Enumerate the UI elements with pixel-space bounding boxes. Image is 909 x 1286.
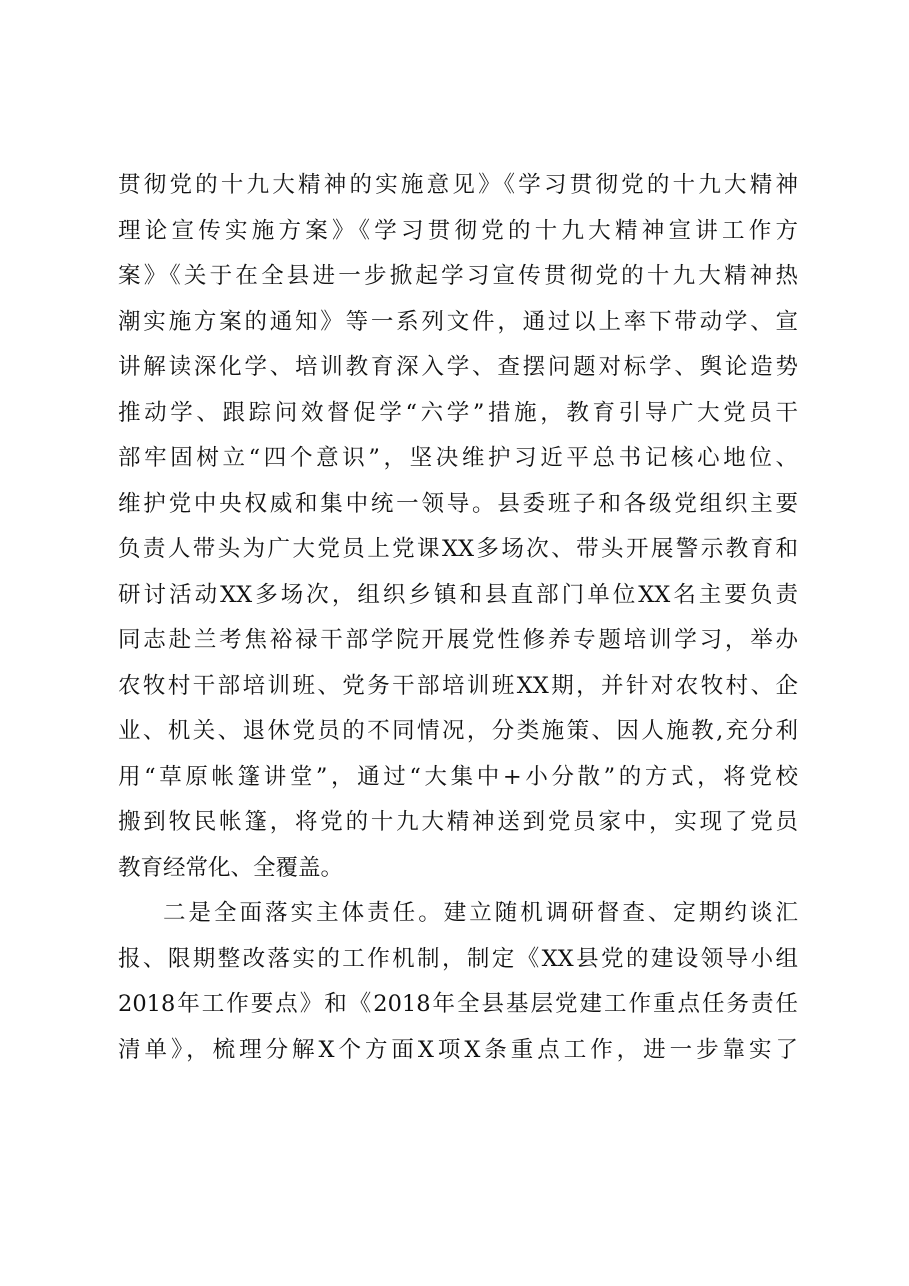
text-line: 潮实施方案的通知》等一系列文件，通过以上率下带动学、宣 — [118, 308, 798, 335]
text-line: 同志赴兰考焦裕禄干部学院开展党性修养专题培训学习，举办 — [118, 627, 798, 653]
text-line: 理论宣传实施方案》《学习贯彻党的十九大精神宣讲工作方 — [118, 217, 798, 244]
text-line: 农牧村干部培训班、党务干部培训班XX期，并针对农牧村、企 — [118, 672, 798, 699]
text-line: 讲解读深化学、培训教育深入学、查摆问题对标学、舆论造势 — [118, 354, 798, 380]
text-line: 业、机关、退休党员的不同情况，分类施策、因人施教,充分利 — [118, 718, 798, 744]
text-line: 搬到牧民帐篷，将党的十九大精神送到党员家中，实现了党员 — [118, 809, 798, 835]
text-line: 教育经常化、全覆盖。 — [118, 854, 344, 881]
text-line: 2018年工作要点》和《2018年全县基层党建工作重点任务责任 — [118, 991, 798, 1017]
paragraph-2 — [118, 891, 798, 1073]
text-line: 维护党中央权威和集中统一领导。县委班子和各级党组织主要 — [118, 490, 798, 517]
paragraph-1 — [118, 163, 798, 891]
text-line: 案》《关于在全县进一步掀起学习宣传贯彻党的十九大精神热 — [118, 263, 798, 289]
text-line: 清单》，梳理分解X个方面X项X条重点工作，进一步靠实了 — [118, 1036, 798, 1063]
text-line: 部牢固树立“四个意识”，坚决维护习近平总书记核心地位、 — [118, 445, 798, 471]
text-line: 负责人带头为广大党员上党课XX多场次、带头开展警示教育和 — [118, 536, 798, 562]
text-line: 二是全面落实主体责任。建立随机调研督查、定期约谈汇 — [163, 900, 798, 926]
text-line: 研讨活动XX多场次，组织乡镇和县直部门单位XX名主要负责 — [118, 581, 798, 608]
document-body — [118, 163, 798, 1073]
text-line: 报、限期整改落实的工作机制，制定《XX县党的建设领导小组 — [118, 945, 798, 972]
text-line: 贯彻党的十九大精神的实施意见》《学习贯彻党的十九大精神 — [118, 172, 798, 198]
text-line: 用“草原帐篷讲堂”，通过“大集中+小分散”的方式，将党校 — [118, 763, 798, 790]
text-line: 推动学、跟踪问效督促学“六学”措施，教育引导广大党员干 — [118, 399, 798, 426]
